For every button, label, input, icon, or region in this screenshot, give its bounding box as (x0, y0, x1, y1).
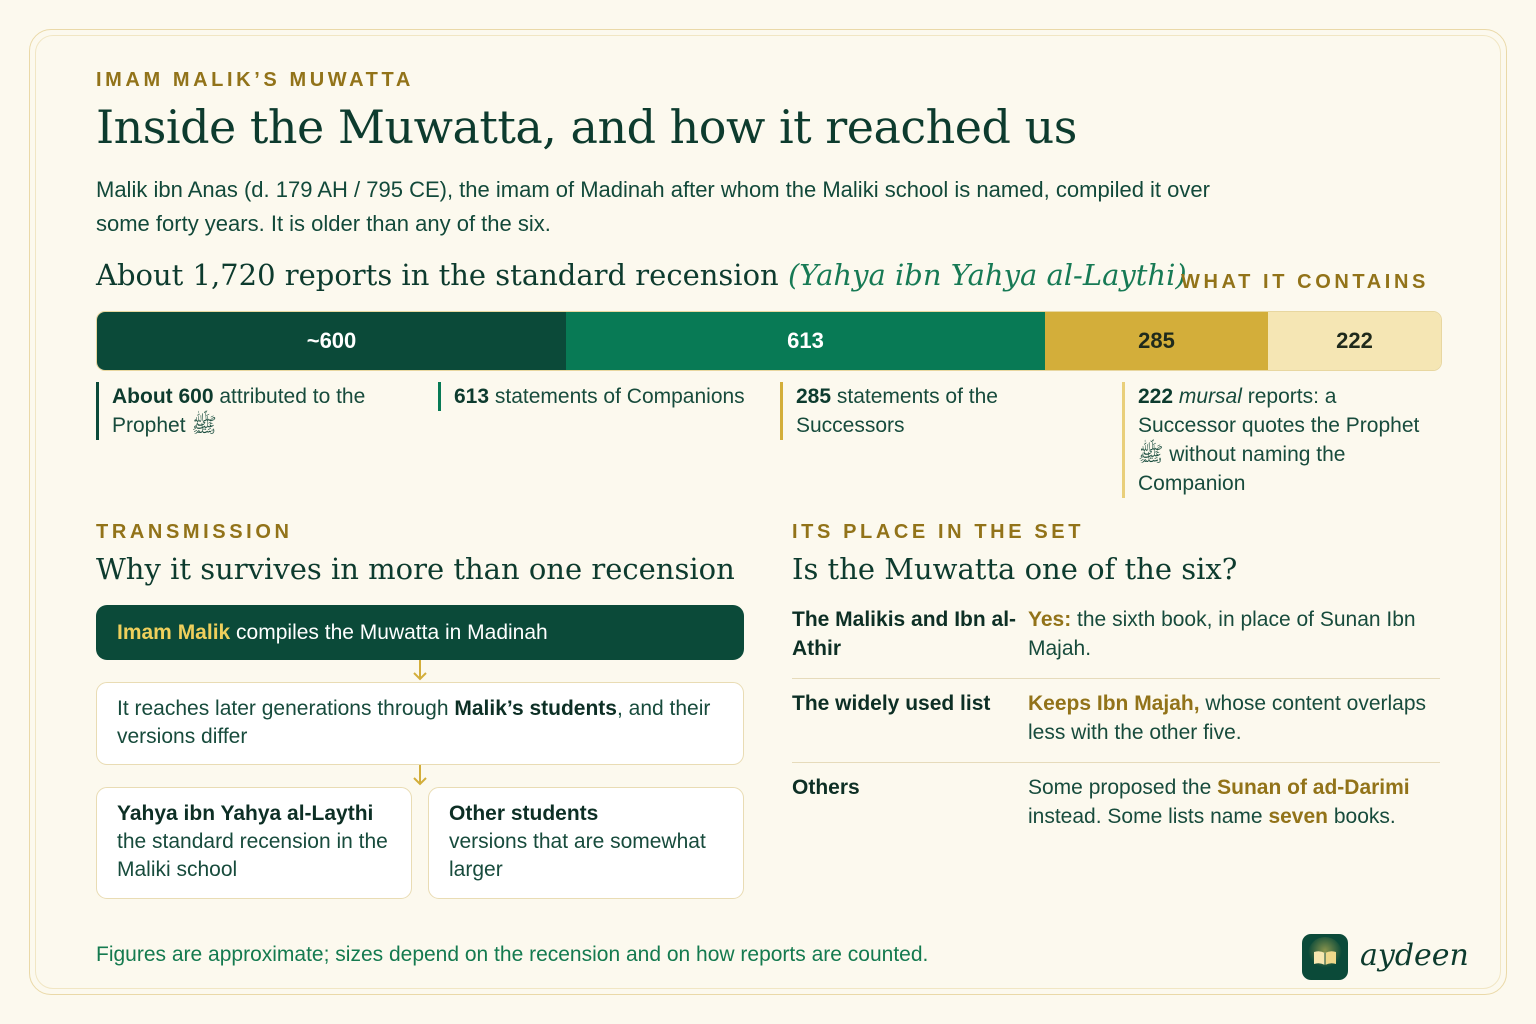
place-row-divider (792, 762, 1440, 763)
flow-branch-others (428, 787, 744, 899)
page-lede: Malik ibn Anas (d. 179 AH / 795 CE), the imam of Madinah after whom the Maliki school is named, compiled it over some forty years. It is older than any of the six. (96, 177, 1210, 236)
place-row-detail: Some proposed the (1028, 776, 1218, 799)
place-row (792, 605, 1440, 663)
contents-eyebrow: WHAT IT CONTAINS (1181, 271, 1429, 293)
place-row-value (1028, 605, 1440, 663)
contents-heading (96, 258, 1187, 292)
contents-heading-recension: (Yahya ibn Yahya al-Laythi) (787, 258, 1187, 292)
place-row (792, 689, 1440, 747)
place-row-key: Others (792, 776, 860, 799)
place-row-highlight: Sunan of ad-Darimi (1217, 776, 1410, 799)
composition-bar (96, 311, 1442, 371)
legend-mursal-text: reports: a Successor quotes the Prophet ﷺ without naming the Companion (1138, 385, 1420, 495)
flow-step-students-pre: It reaches later generations through (117, 697, 455, 720)
legend-successors-count: 285 (796, 385, 832, 408)
transmission-eyebrow: TRANSMISSION (96, 521, 293, 543)
legend-mursal-count: 222 (1138, 385, 1174, 408)
legend-successors (780, 382, 1098, 440)
flow-step-compile (96, 605, 744, 660)
place-row-detail: whose content overlaps less with the other five. (1028, 692, 1427, 744)
place-row-divider (792, 678, 1440, 679)
legend-companions-text: statements of Companions (489, 385, 745, 408)
flow-branch-yahya-text: the standard recension in the Maliki school (117, 830, 388, 881)
open-book-icon (1302, 934, 1348, 980)
place-row-detail: instead. Some lists name (1028, 805, 1269, 828)
flow-step-students-post: , and their versions differ (117, 697, 711, 748)
flow-step-compile-text: compiles the Muwatta in Madinah (230, 620, 548, 644)
footnote: Figures are approximate; sizes depend on the recension and on how reports are counted. (96, 943, 929, 966)
flow-branch-yahya-name: Yahya ibn Yahya al-Laythi (117, 802, 374, 825)
transmission-heading: Why it survives in more than one recension (96, 552, 735, 586)
flow-branch-yahya (96, 787, 412, 899)
brand-logo (1302, 934, 1348, 980)
flow-step-students-bold: Malik’s students (454, 697, 617, 720)
legend-mursal (1122, 382, 1440, 498)
legend-prophet (96, 382, 414, 440)
arrow-down-icon (412, 765, 428, 787)
legend-successors-text: statements of the Successors (796, 385, 998, 437)
place-row-value (1028, 689, 1440, 747)
place-row-highlight: seven (1268, 805, 1328, 828)
page-title: Inside the Muwatta, and how it reached us (96, 100, 1077, 154)
contents-heading-text: About 1,720 reports in the standard recension (96, 258, 779, 292)
place-row-key: The Malikis and Ibn al-Athir (792, 608, 1017, 660)
segment-companions: 613 (566, 312, 1045, 370)
place-row-detail: books. (1328, 805, 1396, 828)
place-row (792, 773, 1440, 831)
brand-name: aydeen (1360, 938, 1469, 973)
flow-branch-others-text: versions that are somewhat larger (449, 830, 706, 881)
place-heading: Is the Muwatta one of the six? (792, 552, 1238, 586)
segment-successors: 285 (1045, 312, 1268, 370)
segment-mursal: 222 (1268, 312, 1441, 370)
flow-step-students (96, 682, 744, 765)
header-eyebrow: IMAM MALIK’S MUWATTA (96, 69, 414, 91)
arrow-down-icon (412, 660, 428, 682)
place-row-detail: the sixth book, in place of Sunan Ibn Majah. (1028, 608, 1416, 660)
legend-mursal-term: mursal (1178, 385, 1242, 408)
legend-prophet-text: attributed to the Prophet ﷺ (112, 385, 366, 437)
flow-branch-others-name: Other students (449, 802, 599, 825)
flow-step-compile-name: Imam Malik (117, 620, 231, 644)
place-row-verdict: Yes: (1028, 608, 1072, 631)
place-row-key: The widely used list (792, 692, 991, 715)
place-row-verdict: Keeps Ibn Majah, (1028, 692, 1200, 715)
segment-prophet: ~600 (97, 312, 566, 370)
legend-companions-count: 613 (454, 385, 490, 408)
place-eyebrow: ITS PLACE IN THE SET (792, 521, 1085, 543)
legend-companions (438, 382, 756, 411)
place-row-value (1028, 773, 1440, 831)
legend-prophet-count: About 600 (112, 385, 214, 408)
